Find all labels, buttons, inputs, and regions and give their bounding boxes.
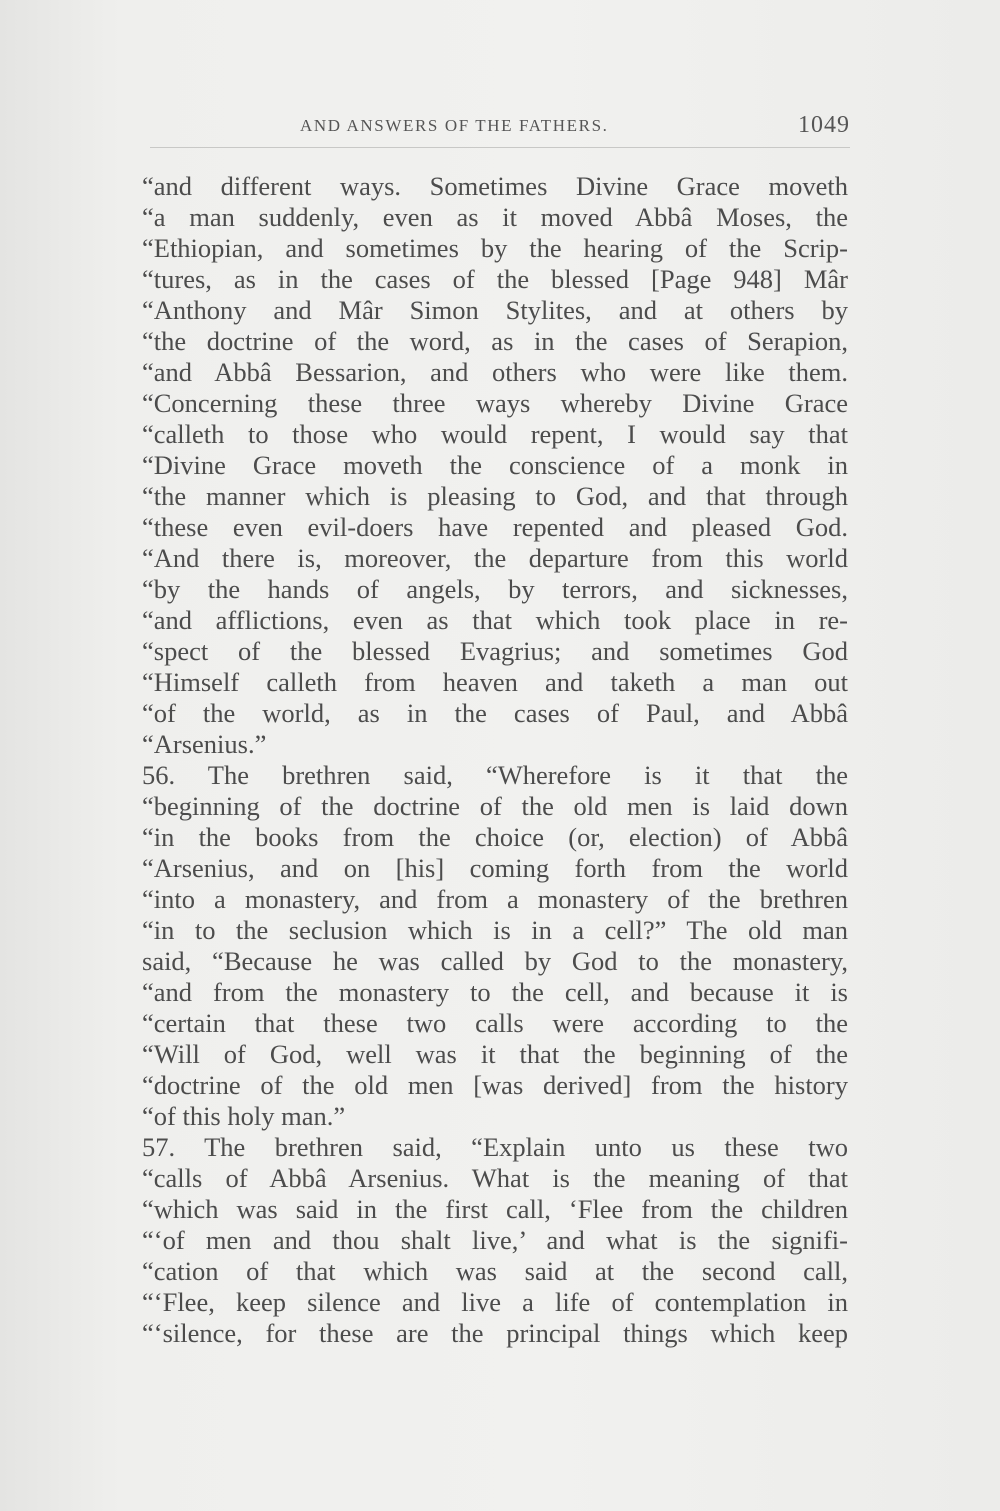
running-title: AND ANSWERS OF THE FATHERS. (300, 116, 609, 135)
text-line: “in the books from the choice (or, election) of Abbâ (142, 822, 848, 852)
text-line: “Arsenius.” (142, 729, 267, 759)
page-number: 1049 (798, 112, 850, 138)
text-line: “Anthony and Mâr Simon Stylites, and at others by (142, 295, 848, 325)
page-header (300, 112, 850, 142)
text-line: “tures, as in the cases of the blessed [Page 948] Mâr (142, 264, 848, 294)
text-line: “these even evil-doers have repented and pleased God. (142, 512, 848, 542)
text-line: “and afflictions, even as that which took place in re- (142, 605, 848, 635)
text-line: “‘silence, for these are the principal things which keep (142, 1318, 848, 1348)
text-line: “‘Flee, keep silence and live a life of contemplation in (142, 1287, 848, 1317)
text-line: “Ethiopian, and sometimes by the hearing of the Scrip- (142, 233, 848, 263)
text-line: 56. The brethren said, “Wherefore is it that the (142, 760, 848, 790)
text-line: “beginning of the doctrine of the old men is laid down (142, 791, 848, 821)
text-line: “and Abbâ Bessarion, and others who were like them. (142, 357, 848, 387)
header-rule (150, 147, 850, 148)
text-line: “doctrine of the old men [was derived] from the history (142, 1070, 848, 1100)
text-line: “cation of that which was said at the second call, (142, 1256, 848, 1286)
text-line: “the manner which is pleasing to God, and that through (142, 481, 848, 511)
text-line: “And there is, moreover, the departure from this world (142, 543, 848, 573)
text-line: said, “Because he was called by God to the monastery, (142, 946, 848, 976)
text-line: “Concerning these three ways whereby Divine Grace (142, 388, 848, 418)
text-line: “and from the monastery to the cell, and because it is (142, 977, 848, 1007)
text-line: “Himself calleth from heaven and taketh a man out (142, 667, 848, 697)
text-line: “of the world, as in the cases of Paul, and Abbâ (142, 698, 848, 728)
text-line: “in to the seclusion which is in a cell?” The old man (142, 915, 848, 945)
text-line: “the doctrine of the word, as in the cases of Serapion, (142, 326, 848, 356)
text-line: “into a monastery, and from a monastery of the brethren (142, 884, 848, 914)
text-line: “by the hands of angels, by terrors, and sicknesses, (142, 574, 848, 604)
text-line: “a man suddenly, even as it moved Abbâ Moses, the (142, 202, 848, 232)
body-text (142, 171, 848, 1349)
text-line: “Arsenius, and on [his] coming forth from the world (142, 853, 848, 883)
text-line: 57. The brethren said, “Explain unto us these two (142, 1132, 848, 1162)
text-line: “spect of the blessed Evagrius; and sometimes God (142, 636, 848, 666)
text-line: “calleth to those who would repent, I would say that (142, 419, 848, 449)
text-line: “of this holy man.” (142, 1101, 346, 1131)
text-line: “Will of God, well was it that the beginning of the (142, 1039, 848, 1069)
text-line: “and different ways. Sometimes Divine Grace moveth (142, 171, 848, 201)
text-line: “calls of Abbâ Arsenius. What is the meaning of that (142, 1163, 848, 1193)
text-line: “‘of men and thou shalt live,’ and what is the signifi- (142, 1225, 848, 1255)
text-line: “certain that these two calls were according to the (142, 1008, 848, 1038)
text-line: “Divine Grace moveth the conscience of a monk in (142, 450, 848, 480)
text-line: “which was said in the first call, ‘Flee from the children (142, 1194, 848, 1224)
